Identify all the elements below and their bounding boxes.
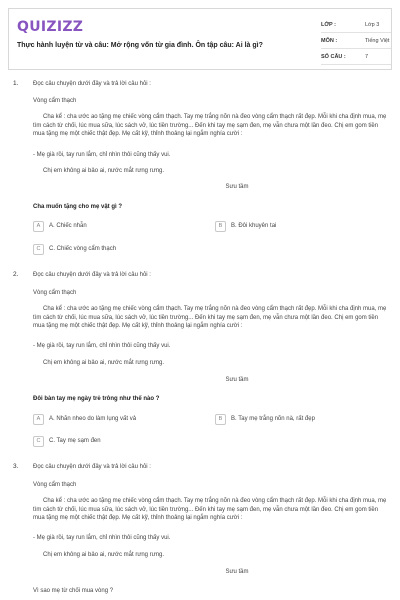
story-source: Sưu tầm xyxy=(225,184,249,190)
option-letter-box[interactable]: B xyxy=(215,221,226,232)
story-title: Vòng cẩm thạch xyxy=(33,98,77,104)
option-label: C. Chiếc vòng cẩm thạch xyxy=(49,246,117,252)
story-title: Vòng cẩm thạch xyxy=(33,290,77,296)
question-prompt: Đọc câu chuyện dưới đây và trả lời câu hỏi : xyxy=(33,272,151,278)
question-text: Vì sao mẹ từ chối mua vòng ? xyxy=(33,588,114,594)
question-number: 2. xyxy=(13,271,19,278)
meta-key: SỐ CÂU : xyxy=(321,54,346,60)
question-text: Cha muốn tặng cho mẹ vật gì ? xyxy=(33,204,123,210)
story-text: Cha kể : cha ước ao tặng mẹ chiếc vòng cẩm thạch. Tay mẹ trắng nõn nà đeo vòng cẩm thạch rất đẹp. Mỗi khi cha định mua, mẹ tìm cách từ chối, lúc mua sữa, lúc sách vở, lúc tiền trường... Đến khi tay mẹ sạm đen, mẹ vẫn chưa một lần đeo. Chị em gom tiền mua tặng mẹ một chiếc thật đẹp. Mẹ cất kỹ, thỉnh thoảng lại ngắm nghía cười : xyxy=(33,114,387,137)
question-number: 1. xyxy=(13,80,19,87)
meta-value: Lớp 3 xyxy=(365,22,380,28)
question-number: 3. xyxy=(13,463,19,470)
story-source: Sưu tầm xyxy=(225,377,249,383)
worksheet-meta xyxy=(321,17,391,65)
story-quote-2: Chị em không ai bảo ai, nước mắt rưng rưng. xyxy=(43,552,165,558)
story-quote-2: Chị em không ai bảo ai, nước mắt rưng rưng. xyxy=(43,168,165,174)
worksheet-header xyxy=(8,8,392,70)
meta-value: Tiếng Việt xyxy=(365,38,390,44)
option-label: B. Tay mẹ trắng nõn nà, rất đẹp xyxy=(231,416,315,422)
worksheet-title: Thực hành luyện từ và câu: Mở rộng vốn từ gia đình. Ôn tập câu: Ai là gì? xyxy=(17,42,263,49)
story-quote-2: Chị em không ai bảo ai, nước mắt rưng rưng. xyxy=(43,360,165,366)
story-quote: - Mẹ già rồi, tay run lắm, chỉ nhìn thôi cũng thấy vui. xyxy=(33,535,171,541)
option-letter-box[interactable]: B xyxy=(215,414,226,425)
meta-key: MÔN : xyxy=(321,38,338,44)
meta-row-subject xyxy=(321,33,391,49)
meta-row-grade xyxy=(321,17,391,33)
story-text: Cha kể : cha ước ao tặng mẹ chiếc vòng cẩm thạch. Tay mẹ trắng nõn nà đeo vòng cẩm thạch rất đẹp. Mỗi khi cha định mua, mẹ tìm cách từ chối, lúc mua sữa, lúc sách vở, lúc tiền trường... Đến khi tay mẹ sạm đen, mẹ vẫn chưa một lần đeo. Chị em gom tiền mua tặng mẹ một chiếc thật đẹp. Mẹ cất kỹ, thỉnh thoảng lại ngắm nghía cười : xyxy=(33,498,387,521)
option-label: A. Chiếc nhẫn xyxy=(49,223,87,229)
meta-key: LỚP : xyxy=(321,22,336,28)
meta-value: 7 xyxy=(365,54,369,60)
option-letter-box[interactable]: C xyxy=(33,436,44,447)
story-title: Vòng cẩm thạch xyxy=(33,482,77,488)
question-prompt: Đọc câu chuyện dưới đây và trả lời câu hỏi : xyxy=(33,81,151,87)
option-letter-box[interactable]: C xyxy=(33,244,44,255)
option-label: C. Tay mẹ sạm đen xyxy=(49,438,101,444)
option-letter-box[interactable]: A xyxy=(33,221,44,232)
story-text: Cha kể : cha ước ao tặng mẹ chiếc vòng cẩm thạch. Tay mẹ trắng nõn nà đeo vòng cẩm thạch rất đẹp. Mỗi khi cha định mua, mẹ tìm cách từ chối, lúc mua sữa, lúc sách vở, lúc tiền trường... Đến khi tay mẹ sạm đen, mẹ vẫn chưa một lần đeo. Chị em gom tiền mua tặng mẹ một chiếc thật đẹp. Mẹ cất kỹ, thỉnh thoảng lại ngắm nghía cười : xyxy=(33,306,387,329)
story-source: Sưu tầm xyxy=(225,569,249,575)
story-quote: - Mẹ già rồi, tay run lắm, chỉ nhìn thôi cũng thấy vui. xyxy=(33,343,171,349)
option-label: B. Đôi khuyên tai xyxy=(231,223,277,229)
option-letter-box[interactable]: A xyxy=(33,414,44,425)
question-text: Đôi bàn tay mẹ ngày trẻ trông như thế nào ? xyxy=(33,396,160,402)
option-label: A. Nhăn nheo do làm lụng vất vả xyxy=(49,416,137,422)
quizizz-logo[interactable]: QUIZIZZ xyxy=(17,19,84,35)
question-prompt: Đọc câu chuyện dưới đây và trả lời câu hỏi : xyxy=(33,464,151,470)
story-quote: - Mẹ già rồi, tay run lắm, chỉ nhìn thôi cũng thấy vui. xyxy=(33,152,171,158)
meta-row-question-count xyxy=(321,49,391,65)
